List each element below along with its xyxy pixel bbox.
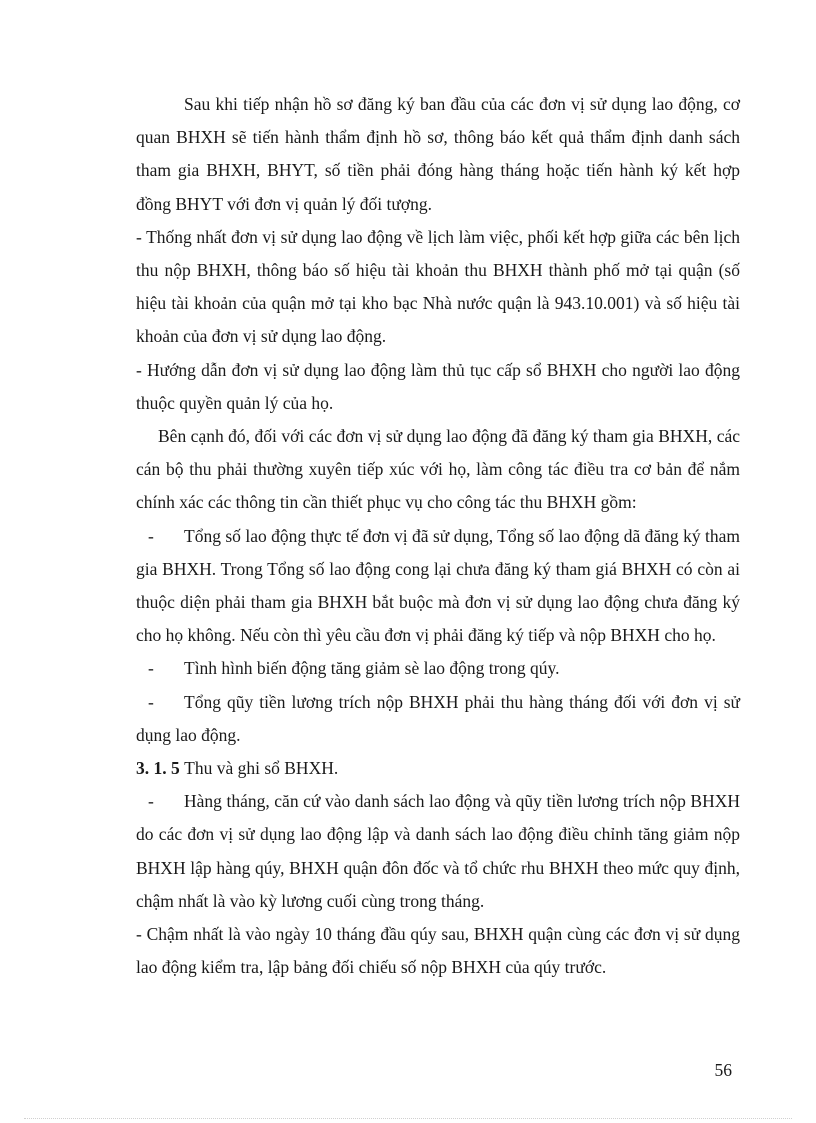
paragraph-dash-1: - Thống nhất đơn vị sử dụng lao động về lịch làm việc, phối kết hợp giữa các bên lịch thu nộp BHXH, thông báo số hiệu tài khoản thu BHXH thành phố mở tại quận (số hiệu tài khoản của quận mở tại kho bạc Nhà nước quận là 943.10.001) và số hiệu tài khoản của đơn vị sử dụng lao động. (136, 226, 740, 347)
footer-divider (24, 1118, 792, 1119)
bullet-text: Hàng tháng, căn cứ vào danh sách lao động và qũy tiền lương trích nộp BHXH do các đơn vị sử dụng lao động lập và danh sách lao động điều chỉnh tăng giảm nộp BHXH lập hàng qúy, BHXH quận đôn đốc và tổ chức rhu BHXH theo mức quy định, chậm nhất là vào kỳ lương cuối cùng trong tháng. (136, 791, 740, 911)
paragraph-context: Bên cạnh đó, đối với các đơn vị sử dụng lao động đã đăng ký tham gia BHXH, các cán bộ thu phải thường xuyên tiếp xúc với họ, làm công tác điều tra cơ bản để nắm chính xác các thông tin cần thiết phục vụ cho công tác thu BHXH gồm: (136, 426, 740, 513)
page-number: 56 (714, 1060, 732, 1080)
section-number: 3. 1. 5 (136, 758, 180, 779)
section-bullet-item (136, 785, 740, 918)
bullet-marker: - (148, 525, 154, 546)
bullet-marker: - (148, 791, 154, 812)
bullet-item-1 (136, 520, 740, 653)
paragraph-dash-2: - Hướng dẫn đơn vị sử dụng lao động làm thủ tục cấp sổ BHXH cho người lao động thuộc quyền quản lý của họ. (136, 359, 740, 413)
bullet-item-3 (136, 686, 740, 752)
paragraph-intro: Sau khi tiếp nhận hồ sơ đăng ký ban đầu của các đơn vị sử dụng lao động, cơ quan BHXH sẽ tiến hành thẩm định hồ sơ, thông báo kết quả thẩm định danh sách tham gia BHXH, BHYT, số tiền phải đóng hàng tháng hoặc tiến hành ký kết hợp đồng BHYT với đơn vị quản lý đối tượng. (136, 94, 740, 214)
bullet-marker: - (148, 691, 154, 712)
bullet-text: Tổng số lao động thực tế đơn vị đã sử dụng, Tổng số lao động dã đăng ký tham gia BHXH. Trong Tổng số lao động cong lại chưa đăng ký tham giá BHXH có còn ai thuộc diện phải tham gia BHXH bắt buộc mà đơn vị sử dụng lao động chưa đăng ký cho họ không. Nếu còn thì yêu cầu đơn vị phải đăng ký tiếp và nộp BHXH cho họ. (136, 525, 740, 646)
bullet-marker: - (148, 658, 154, 679)
paragraph-deadline: - Chậm nhất là vào ngày 10 tháng đầu qúy sau, BHXH quận cùng các đơn vị sử dụng lao động kiểm tra, lập bảng đối chiếu số nộp BHXH của qúy trước. (136, 924, 740, 978)
section-title: Thu và ghi sổ BHXH. (184, 758, 339, 779)
bullet-text: Tình hình biến động tăng giảm sè lao động trong qúy. (184, 658, 560, 679)
bullet-text: Tổng qũy tiền lương trích nộp BHXH phải thu hàng tháng đối với đơn vị sử dụng lao động. (136, 691, 740, 745)
body-text (136, 88, 740, 984)
bullet-item-2 (136, 652, 740, 685)
section-heading (136, 752, 740, 785)
